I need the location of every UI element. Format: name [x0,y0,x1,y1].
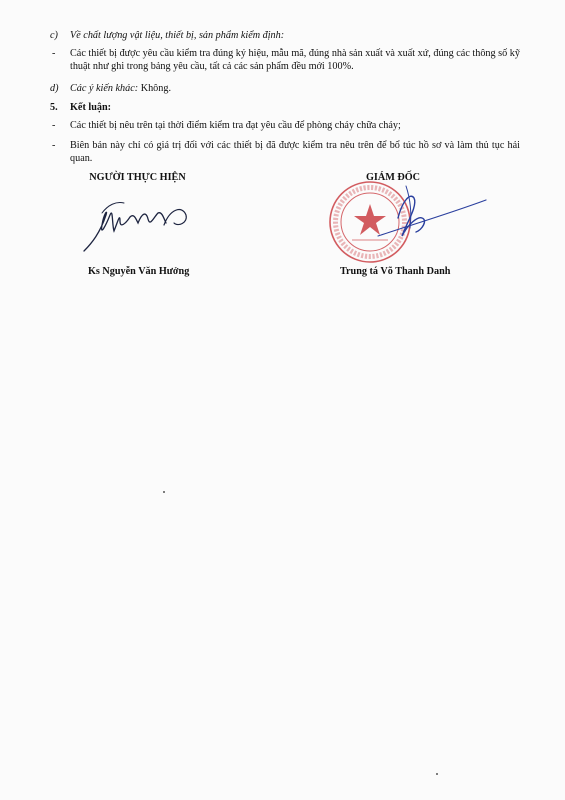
bullet-dash: - [52,140,56,151]
right-signer-title: GIÁM ĐỐC [365,172,421,183]
right-signer-name: Trung tá Võ Thanh Danh [340,266,451,277]
official-seal-stamp [318,178,488,268]
section-d-line [70,82,171,95]
bullet-dash: - [52,120,56,131]
scan-speck [436,773,438,775]
left-signer-title: NGƯỜI THỰC HIỆN [89,172,186,183]
section-c-bullet-1: Các thiết bị được yêu cầu kiểm tra đúng ký hiệu, mẫu mã, đúng nhà sản xuất và xuất xứ, đúng các thông số kỹ thuật như ghi trong bảng yêu cầu, tất cả các sản phẩm đều mới 100%. [70,48,520,72]
left-signer-name: Ks Nguyễn Văn Hưởng [88,266,190,277]
section-5-title: Kết luận: [70,102,112,113]
section-d-marker: d) [50,83,59,94]
bullet-dash: - [52,48,56,59]
section-d-value: Không. [138,83,171,94]
section-5-bullet-1: Các thiết bị nêu trên tại thời điểm kiểm tra đạt yêu cầu để phòng cháy chữa cháy; [70,120,401,131]
section-c-marker: c) [50,30,58,41]
signature-left [80,195,200,255]
scan-speck [163,491,165,493]
section-d-title: Các ý kiến khác: [70,83,139,94]
section-5-marker: 5. [50,102,58,113]
section-5-bullet-2: Biên bản này chỉ có giá trị đối với các thiết bị đã được kiểm tra nêu trên để bổ túc hồ sơ và làm thủ tục hải quan. [70,140,520,164]
section-c-title: Về chất lượng vật liệu, thiết bị, sản phẩm kiểm định: [70,30,285,41]
